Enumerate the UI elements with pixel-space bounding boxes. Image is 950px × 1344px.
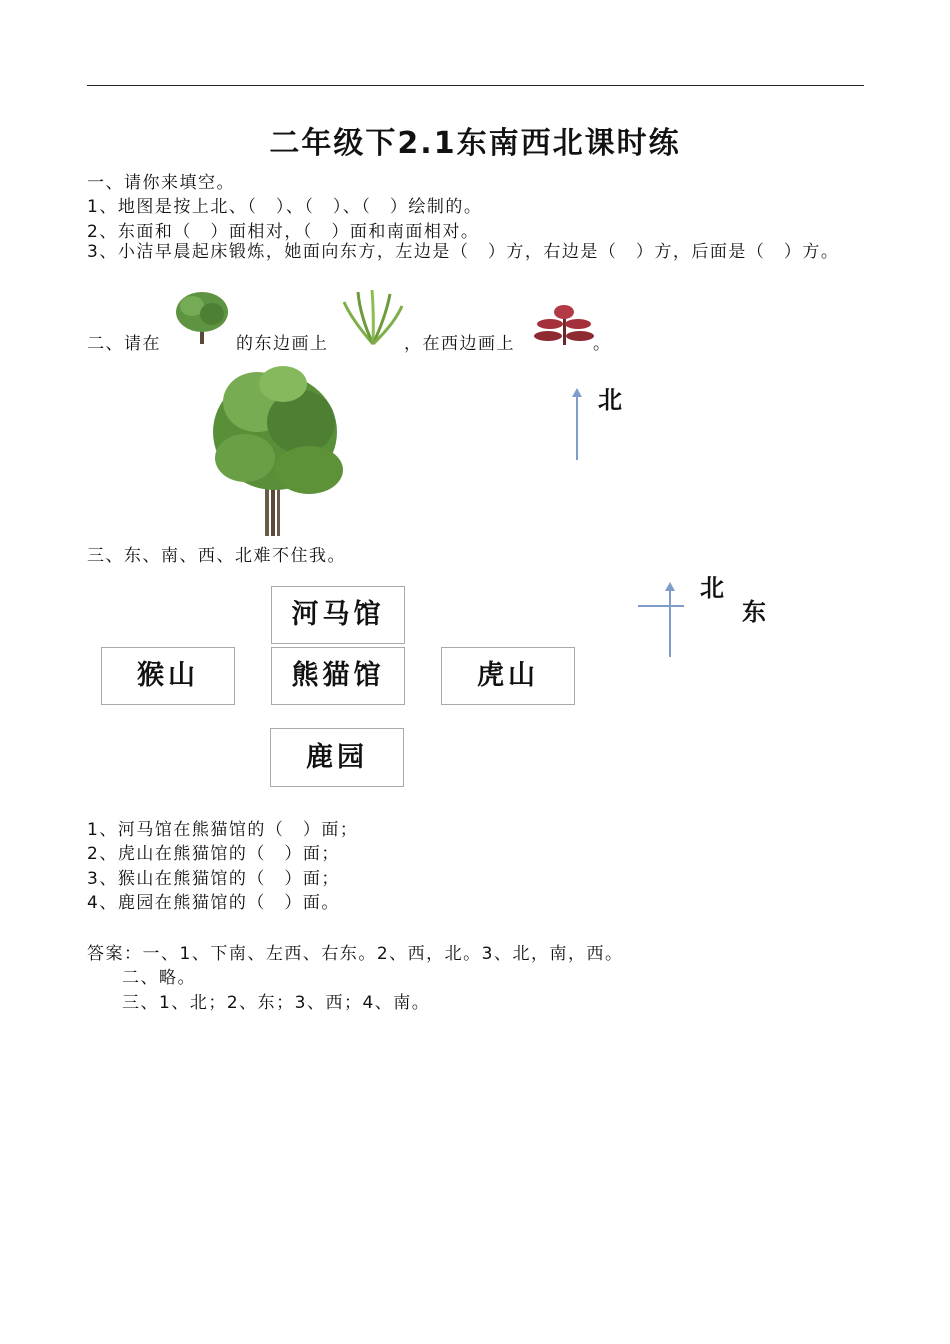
section3-north-label: 北 xyxy=(700,574,724,602)
section3-q3: 3、猴山在熊猫馆的（ ）面； xyxy=(87,869,340,889)
section3-q1: 1、河马馆在熊猫馆的（ ）面； xyxy=(87,820,359,840)
section3-heading: 三、东、南、西、北难不住我。 xyxy=(87,546,346,566)
section2-north-label: 北 xyxy=(598,386,622,414)
section3-east-label: 东 xyxy=(742,598,766,626)
section2-text-b: 的东边画上 xyxy=(236,334,329,354)
section1-heading: 一、请你来填空。 xyxy=(87,173,235,193)
page-title: 二年级下2.1东南西北课时练 xyxy=(269,126,681,161)
monkey-hill-box: 猴山 xyxy=(101,647,235,705)
section1-q3: 3、小洁早晨起床锻炼，她面向东方，左边是（ ）方，右边是（ ）方，后面是（ ）方。 xyxy=(87,242,840,262)
panda-house-box: 熊猫馆 xyxy=(271,647,405,705)
section2-text-d: 。 xyxy=(593,334,612,354)
red-plant-icon xyxy=(536,302,594,346)
top-rule xyxy=(87,85,864,86)
section2-text-a: 二、请在 xyxy=(87,334,161,354)
section1-q2: 2、东面和（ ）面相对，（ ）面和南面相对。 xyxy=(87,222,480,242)
small-tree-icon xyxy=(172,288,234,346)
tiger-hill-box: 虎山 xyxy=(441,647,575,705)
deer-park-box: 鹿园 xyxy=(270,728,404,787)
section3-q2: 2、虎山在熊猫馆的（ ）面； xyxy=(87,844,340,864)
answers-line1: 答案：一、1、下南、左西、右东。2、西，北。3、北，南，西。 xyxy=(87,944,624,964)
large-tree-icon xyxy=(205,362,347,538)
section1-q1: 1、地图是按上北、（ ）、（ ）、（ ）绘制的。 xyxy=(87,197,483,217)
answers-line3: 三、1、北；2、东；3、西；4、南。 xyxy=(122,993,431,1013)
hippo-house-box: 河马馆 xyxy=(271,586,405,644)
answers-line2: 二、略。 xyxy=(122,968,196,988)
grass-icon xyxy=(342,290,404,346)
section3-q4: 4、鹿园在熊猫馆的（ ）面。 xyxy=(87,893,340,913)
compass-cross-icon xyxy=(636,580,688,660)
north-arrow-icon xyxy=(570,388,586,462)
section2-text-c: ，在西边画上 xyxy=(404,334,515,354)
